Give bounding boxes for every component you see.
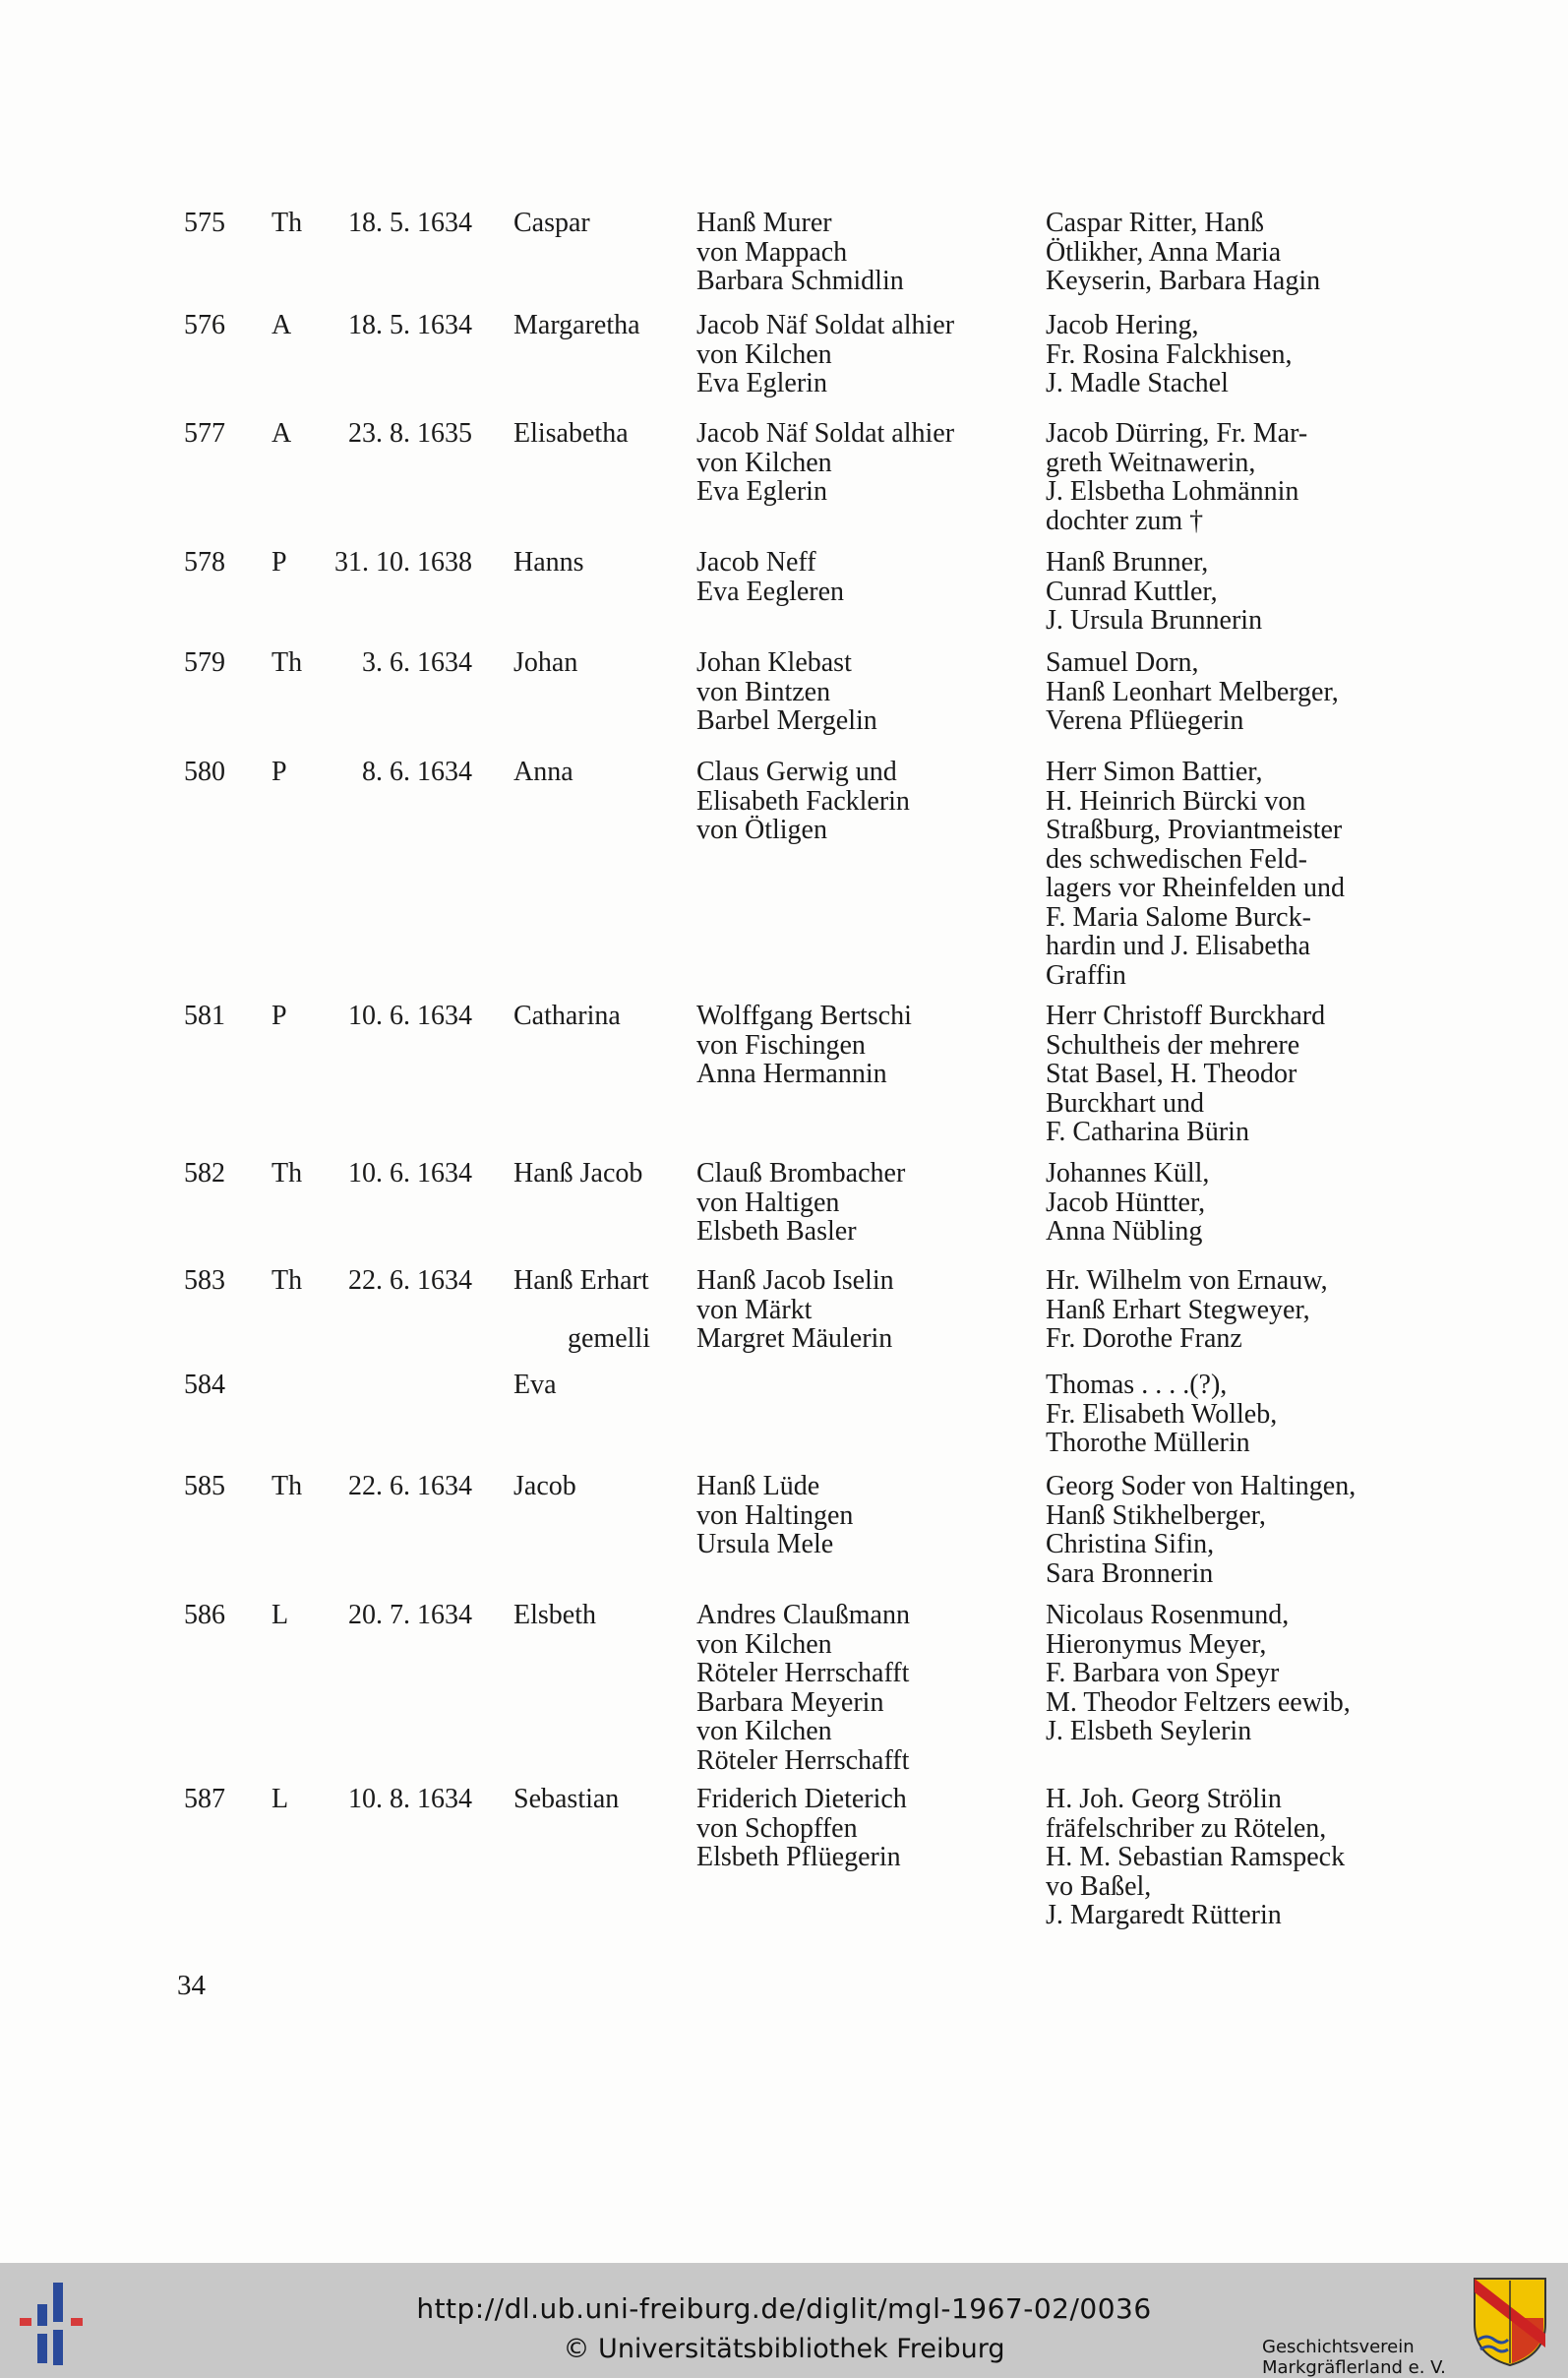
parents-line: von Haltigen [696, 1187, 840, 1218]
godparents-line: Schultheis der mehrere [1046, 1029, 1300, 1061]
child-name [513, 1601, 596, 1630]
child-name-line [513, 1296, 650, 1325]
entry-code: P [271, 757, 287, 787]
parents-line: Ursula Mele [696, 1529, 834, 1559]
footer-bar [0, 2263, 1568, 2378]
parents [696, 1601, 910, 1775]
parents-line: Johan Klebast [696, 647, 852, 678]
child-name-line: Caspar [513, 208, 590, 238]
child-name [513, 1371, 557, 1400]
society-name-line2: Markgräflerland e. V. [1262, 2357, 1446, 2378]
entry-number: 586 [184, 1600, 225, 1630]
godparents-line: Fr. Elisabeth Wolleb, [1046, 1398, 1278, 1430]
godparents-line: Keyserin, Barbara Hagin [1046, 266, 1321, 296]
entry-number: 578 [184, 547, 225, 578]
parents [696, 1002, 912, 1089]
godparents-line: Jacob Hüntter, [1046, 1187, 1206, 1218]
godparents [1046, 419, 1307, 535]
parents-line: von Bintzen [696, 676, 831, 707]
parents-line: Barbara Schmidlin [696, 266, 904, 296]
baptism-date: 31. 10. 1638 [334, 547, 472, 578]
godparents-line: M. Theodor Feltzers eewib, [1046, 1686, 1351, 1718]
baptism-date: 18. 5. 1634 [348, 310, 472, 340]
parents-line: von Kilchen [696, 447, 832, 478]
godparents-line: greth Weitnawerin, [1046, 447, 1256, 478]
entry-number: 575 [184, 208, 225, 238]
godparents [1046, 1472, 1356, 1588]
child-name-line: Margaretha [513, 310, 640, 340]
godparents-line: Fr. Rosina Falckhisen, [1046, 338, 1293, 370]
godparents-line: hardin und J. Elisabetha [1046, 931, 1311, 961]
godparents-line: Hieronymus Meyer, [1046, 1628, 1267, 1660]
godparents-line: fräfelschriber zu Rötelen, [1046, 1812, 1327, 1844]
child-name-line: Elsbeth [513, 1600, 596, 1630]
godparents-line: H. Heinrich Bürcki von [1046, 785, 1306, 817]
godparents-line: Thorothe Müllerin [1046, 1428, 1250, 1458]
child-name-line: Johan [513, 647, 578, 678]
godparents-line: Anna Nübling [1046, 1216, 1203, 1247]
entry-code: A [271, 418, 292, 449]
entry-number: 576 [184, 310, 225, 340]
child-name [513, 648, 577, 678]
parents-line: Barbel Mergelin [696, 705, 877, 736]
godparents-line: Verena Pflüegerin [1046, 705, 1244, 736]
godparents-line: Hanß Stikhelberger, [1046, 1499, 1266, 1531]
godparents-line: Christina Sifin, [1046, 1529, 1215, 1559]
child-name-line: Anna [513, 757, 573, 787]
godparents-line: Nicolaus Rosenmund, [1046, 1600, 1290, 1630]
parents-line: Jacob Näf Soldat alhier [696, 310, 955, 340]
parents-line: von Mappach [696, 236, 848, 268]
child-name [513, 1002, 621, 1031]
godparents-line: des schwedischen Feld- [1046, 843, 1307, 875]
godparents [1046, 1785, 1345, 1930]
baptism-date: 10. 8. 1634 [348, 1784, 472, 1814]
parents [696, 1785, 907, 1872]
child-name [513, 311, 640, 340]
godparents-line: F. Maria Salome Burck- [1046, 901, 1311, 933]
parents-line: Elisabeth Facklerin [696, 785, 910, 817]
godparents [1046, 548, 1262, 636]
footer-url-link[interactable]: http://dl.ub.uni-freiburg.de/diglit/mgl-1967-02/0036 [416, 2292, 1152, 2325]
godparents-line: Herr Simon Battier, [1046, 757, 1263, 787]
godparents-line: Straßburg, Proviantmeister [1046, 815, 1343, 845]
parents-line: von Fischingen [696, 1029, 866, 1061]
godparents-line: F. Catharina Bürin [1046, 1117, 1249, 1147]
parents-line: Hanß Jacob Iselin [696, 1265, 894, 1296]
parents-line: Hanß Lüde [696, 1471, 820, 1501]
godparents-line: J. Ursula Brunnerin [1046, 605, 1263, 636]
parents-line: Friderich Dieterich [696, 1784, 907, 1814]
parents-line: Elsbeth Pflüegerin [696, 1842, 901, 1872]
parents-line: Claus Gerwig und [696, 757, 897, 787]
parents-line: von Kilchen [696, 1716, 832, 1746]
baptism-date: 22. 6. 1634 [348, 1471, 472, 1501]
parents [696, 548, 844, 606]
godparents-line: Hr. Wilhelm von Ernauw, [1046, 1265, 1328, 1296]
baptism-date: 23. 8. 1635 [348, 418, 472, 449]
parents-line: von Haltingen [696, 1499, 854, 1531]
entry-code: Th [271, 647, 303, 678]
footer-copyright: © Universitätsbibliothek Freiburg [563, 2334, 1005, 2364]
godparents-line: Graffin [1046, 959, 1126, 991]
godparents [1046, 209, 1320, 296]
parents-line: Röteler Herrschafft [696, 1744, 910, 1776]
entry-code: Th [271, 1471, 303, 1501]
parents [696, 648, 877, 736]
parents-line: Elsbeth Basler [696, 1216, 857, 1247]
godparents-line: Jacob Hering, [1046, 310, 1199, 340]
godparents [1046, 311, 1292, 398]
child-name-line: Hanns [513, 547, 584, 578]
entry-number: 585 [184, 1471, 225, 1501]
parents-line: Jacob Näf Soldat alhier [696, 418, 955, 449]
baptism-date: 10. 6. 1634 [348, 1158, 472, 1189]
godparents-line: Georg Soder von Haltingen, [1046, 1471, 1357, 1501]
godparents [1046, 1002, 1325, 1147]
entry-code: L [271, 1600, 289, 1630]
entry-code: P [271, 547, 287, 578]
parents [696, 1266, 894, 1354]
entry-code: A [271, 310, 292, 340]
godparents-line: Johannes Küll, [1046, 1158, 1210, 1189]
parents-line: Andres Claußmann [696, 1600, 910, 1630]
child-name-line: gemelli [568, 1323, 650, 1354]
godparents [1046, 1266, 1328, 1354]
godparents-line: dochter zum † [1046, 505, 1204, 536]
godparents-line: Cunrad Kuttler, [1046, 576, 1218, 607]
parents-line: Wolffgang Bertschi [696, 1001, 912, 1031]
child-name-line: Hanß Jacob [513, 1158, 643, 1189]
entry-code: Th [271, 1158, 303, 1189]
child-name [513, 758, 573, 787]
child-name [513, 419, 629, 449]
godparents-line: Herr Christoff Burckhard [1046, 1001, 1326, 1031]
child-name [513, 1159, 642, 1189]
parents [696, 1472, 853, 1559]
parents-line: Eva Eglerin [696, 476, 827, 507]
baptism-date: 22. 6. 1634 [348, 1265, 472, 1296]
godparents-line: Jacob Dürring, Fr. Mar- [1046, 418, 1308, 449]
child-name-line: Jacob [513, 1471, 576, 1501]
child-name-line: Elisabetha [513, 418, 629, 449]
godparents-line: J. Elsbetha Lohmännin [1046, 476, 1299, 507]
entry-number: 581 [184, 1001, 225, 1031]
godparents-line: Hanß Leonhart Melberger, [1046, 676, 1339, 707]
child-name [513, 1785, 619, 1814]
godparents-line: Caspar Ritter, Hanß [1046, 208, 1265, 238]
entry-code: Th [271, 208, 303, 238]
entry-number: 577 [184, 418, 225, 449]
godparents [1046, 1371, 1277, 1458]
godparents-line: J. Madle Stachel [1046, 368, 1229, 398]
child-name-line: Sebastian [513, 1784, 620, 1814]
parents-line: von Kilchen [696, 1628, 832, 1660]
entry-number: 583 [184, 1265, 225, 1296]
parents-line: von Schopffen [696, 1812, 858, 1844]
parents-line: Clauß Brombacher [696, 1158, 906, 1189]
parents [696, 209, 904, 296]
entry-code: P [271, 1001, 287, 1031]
godparents-line: Fr. Dorothe Franz [1046, 1323, 1242, 1354]
godparents-line: Burckhart und [1046, 1087, 1204, 1119]
parents-line: Margret Mäulerin [696, 1323, 893, 1354]
entry-code: Th [271, 1265, 303, 1296]
society-name-line1: Geschichtsverein [1262, 2337, 1415, 2357]
child-name [513, 548, 584, 578]
parents-line: von Märkt [696, 1294, 813, 1325]
parents-line: von Kilchen [696, 338, 832, 370]
entry-code: L [271, 1784, 289, 1814]
godparents [1046, 1601, 1351, 1746]
godparents-line: J. Margaredt Rütterin [1046, 1900, 1282, 1930]
entry-number: 584 [184, 1370, 225, 1400]
entry-number: 580 [184, 757, 225, 787]
child-name [513, 209, 590, 238]
parents [696, 311, 954, 398]
baptism-date: 20. 7. 1634 [348, 1600, 472, 1630]
parents-line: Hanß Murer [696, 208, 832, 238]
parents [696, 1159, 905, 1247]
parents-line: Röteler Herrschafft [696, 1658, 910, 1688]
parents-line: von Ötligen [696, 815, 827, 845]
godparents-line: J. Elsbeth Seylerin [1046, 1716, 1252, 1746]
godparents-line: lagers vor Rheinfelden und [1046, 873, 1346, 903]
godparents-line: H. Joh. Georg Strölin [1046, 1784, 1282, 1814]
parents [696, 419, 954, 507]
parents-line: Eva Eglerin [696, 368, 827, 398]
godparents [1046, 758, 1345, 990]
godparents-line: Hanß Brunner, [1046, 547, 1209, 578]
godparents-line: Sara Bronnerin [1046, 1557, 1214, 1589]
entry-number: 587 [184, 1784, 225, 1814]
godparents-line: Stat Basel, H. Theodor [1046, 1059, 1297, 1089]
entry-number: 582 [184, 1158, 225, 1189]
entry-number: 579 [184, 647, 225, 678]
baptism-date: 3. 6. 1634 [362, 647, 472, 678]
parents-line: Jacob Neff [696, 547, 816, 578]
child-name-line: Eva [513, 1370, 557, 1400]
baptism-date: 10. 6. 1634 [348, 1001, 472, 1031]
godparents [1046, 1159, 1209, 1247]
godparents-line: F. Barbara von Speyr [1046, 1658, 1280, 1688]
child-name-line: Catharina [513, 1001, 621, 1031]
godparents-line: H. M. Sebastian Ramspeck [1046, 1842, 1346, 1872]
godparents-line: Thomas . . . .(?), [1046, 1370, 1228, 1400]
coat-of-arms-icon [1471, 2275, 1549, 2369]
parents [696, 758, 910, 845]
godparents [1046, 648, 1339, 736]
godparents-line: Ötlikher, Anna Maria [1046, 236, 1282, 268]
child-name-line: Hanß Erhart [513, 1265, 649, 1296]
page-number: 34 [177, 1970, 206, 2001]
child-name [513, 1472, 576, 1501]
parents-line: Eva Eegleren [696, 576, 845, 607]
baptism-date: 8. 6. 1634 [362, 757, 472, 787]
godparents-line: Hanß Erhart Stegweyer, [1046, 1294, 1310, 1325]
godparents-line: vo Baßel, [1046, 1870, 1152, 1902]
godparents-line: Samuel Dorn, [1046, 647, 1199, 678]
baptism-date: 18. 5. 1634 [348, 208, 472, 238]
child-name [513, 1266, 650, 1354]
society-name [1262, 2337, 1446, 2378]
parents-line: Barbara Meyerin [696, 1686, 884, 1718]
parents-line: Anna Hermannin [696, 1059, 887, 1089]
